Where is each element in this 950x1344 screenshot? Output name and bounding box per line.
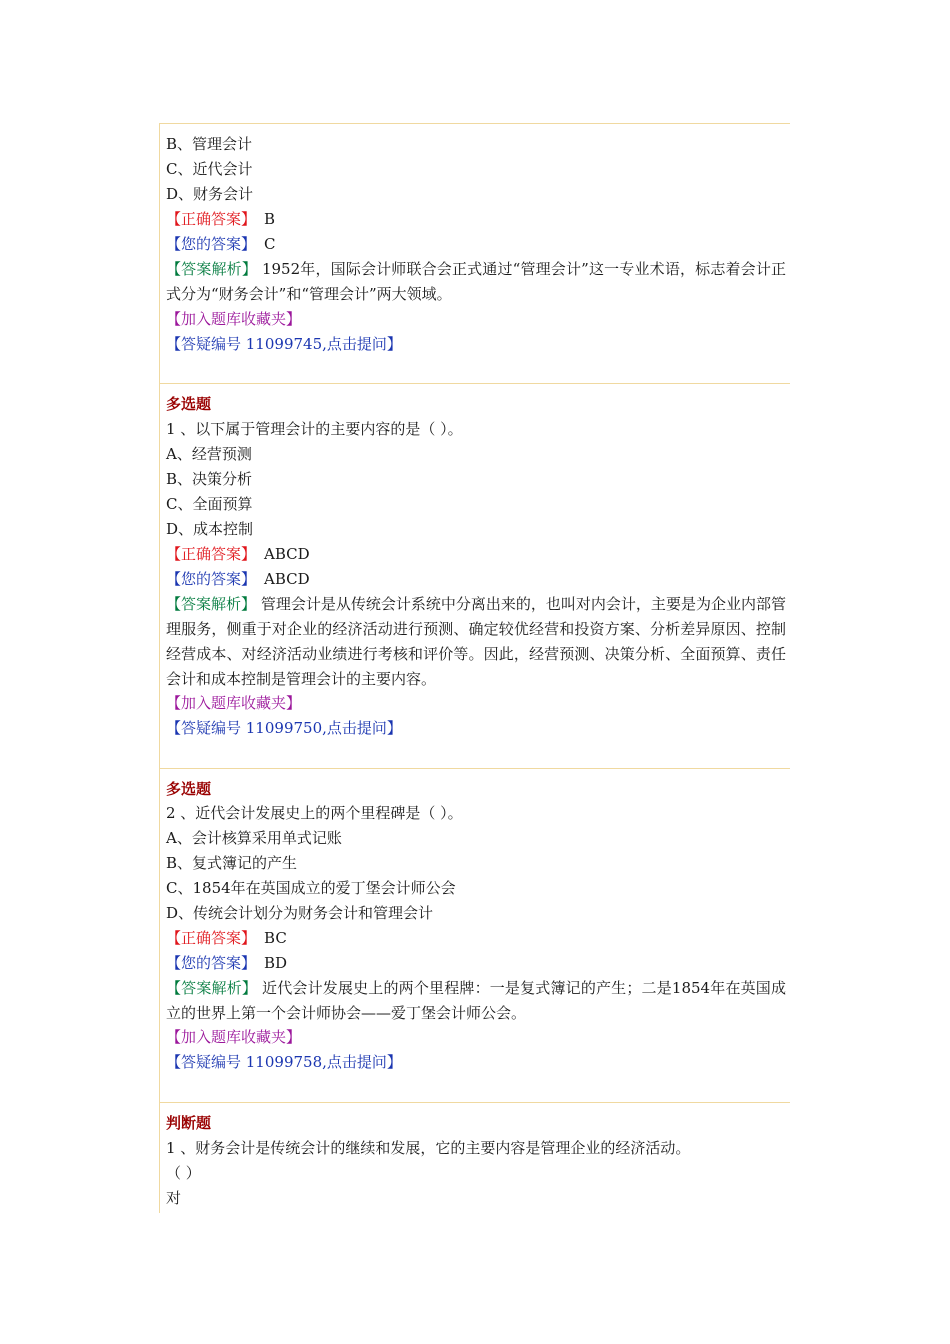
correct-answer-label: 【正确答案】 xyxy=(166,545,257,563)
option-a: A、经营预测 xyxy=(166,445,252,463)
your-answer-value: C xyxy=(264,235,276,253)
option-b: B、决策分析 xyxy=(166,470,253,488)
question-text: 1 、财务会计是传统会计的继续和发展，它的主要内容是管理企业的经济活动。 xyxy=(166,1139,691,1157)
correct-answer-row xyxy=(166,542,310,567)
divider xyxy=(159,383,790,384)
option-true[interactable]: 对 xyxy=(166,1189,182,1207)
correct-answer-value: B xyxy=(264,210,276,228)
divider xyxy=(159,123,790,124)
analysis-text: 1952年，国际会计师联合会正式通过“管理会计”这一专业术语，标志着会计正式分为“财务会计”和“管理会计”两大领域。 xyxy=(166,260,786,303)
ask-question-link[interactable]: 【答疑编号 11099750,点击提问】 xyxy=(166,719,402,737)
your-answer-value: BD xyxy=(264,954,288,972)
analysis-label: 【答案解析】 xyxy=(166,260,258,278)
ask-question-link[interactable]: 【答疑编号 11099745,点击提问】 xyxy=(166,335,402,353)
divider xyxy=(159,1102,790,1103)
correct-answer-label: 【正确答案】 xyxy=(166,210,257,228)
question-text: 2 、近代会计发展史上的两个里程碑是（ ）。 xyxy=(166,804,463,822)
correct-answer-label: 【正确答案】 xyxy=(166,929,257,947)
your-answer-row xyxy=(166,567,310,592)
analysis-label: 【答案解析】 xyxy=(166,979,258,997)
correct-answer-row xyxy=(166,926,287,951)
question-type-heading: 多选题 xyxy=(166,780,212,798)
your-answer-label: 【您的答案】 xyxy=(166,570,257,588)
correct-answer-value: ABCD xyxy=(264,545,310,563)
divider xyxy=(159,768,790,769)
option-a: A、会计核算采用单式记账 xyxy=(166,829,342,847)
question-type-heading: 多选题 xyxy=(166,395,212,413)
your-answer-label: 【您的答案】 xyxy=(166,954,257,972)
option-d: D、成本控制 xyxy=(166,520,254,538)
your-answer-row xyxy=(166,951,287,976)
option-d: D、财务会计 xyxy=(166,185,254,203)
question-text: 1 、以下属于管理会计的主要内容的是（ ）。 xyxy=(166,420,463,438)
option-c: C、全面预算 xyxy=(166,495,253,513)
add-to-favorites-link[interactable]: 【加入题库收藏夹】 xyxy=(166,310,302,328)
your-answer-label: 【您的答案】 xyxy=(166,235,257,253)
option-c: C、1854年在英国成立的爱丁堡会计师公会 xyxy=(166,879,456,897)
ask-question-link[interactable]: 【答疑编号 11099758,点击提问】 xyxy=(166,1053,402,1071)
add-to-favorites-link[interactable]: 【加入题库收藏夹】 xyxy=(166,694,302,712)
answer-analysis xyxy=(166,976,786,1026)
option-b: B、管理会计 xyxy=(166,135,253,153)
analysis-text: 近代会计发展史上的两个里程牌：一是复式簿记的产生；二是1854年在英国成立的世界上第一个会计师协会——爱丁堡会计师公会。 xyxy=(166,979,786,1022)
correct-answer-value: BC xyxy=(264,929,287,947)
question-type-heading: 判断题 xyxy=(166,1114,212,1132)
answer-analysis xyxy=(166,257,786,307)
add-to-favorites-link[interactable]: 【加入题库收藏夹】 xyxy=(166,1028,302,1046)
your-answer-value: ABCD xyxy=(264,570,310,588)
correct-answer-row xyxy=(166,207,275,232)
analysis-text: 管理会计是从传统会计系统中分离出来的，也叫对内会计，主要是为企业内部管理服务，侧重于对企业的经济活动进行预测、确定较优经营和投资方案、分析差异原因、控制经营成本、对经济活动业绩进行考核和评价等。因此，经营预测、决策分析、全面预算、责任会计和成本控制是管理会计的主要内容。 xyxy=(166,595,786,688)
option-d: D、传统会计划分为财务会计和管理会计 xyxy=(166,904,434,922)
your-answer-row xyxy=(166,232,276,257)
answer-analysis xyxy=(166,592,786,692)
analysis-label: 【答案解析】 xyxy=(166,595,257,613)
option-c: C、近代会计 xyxy=(166,160,253,178)
answer-blank: （ ） xyxy=(166,1164,201,1182)
option-b: B、复式簿记的产生 xyxy=(166,854,298,872)
